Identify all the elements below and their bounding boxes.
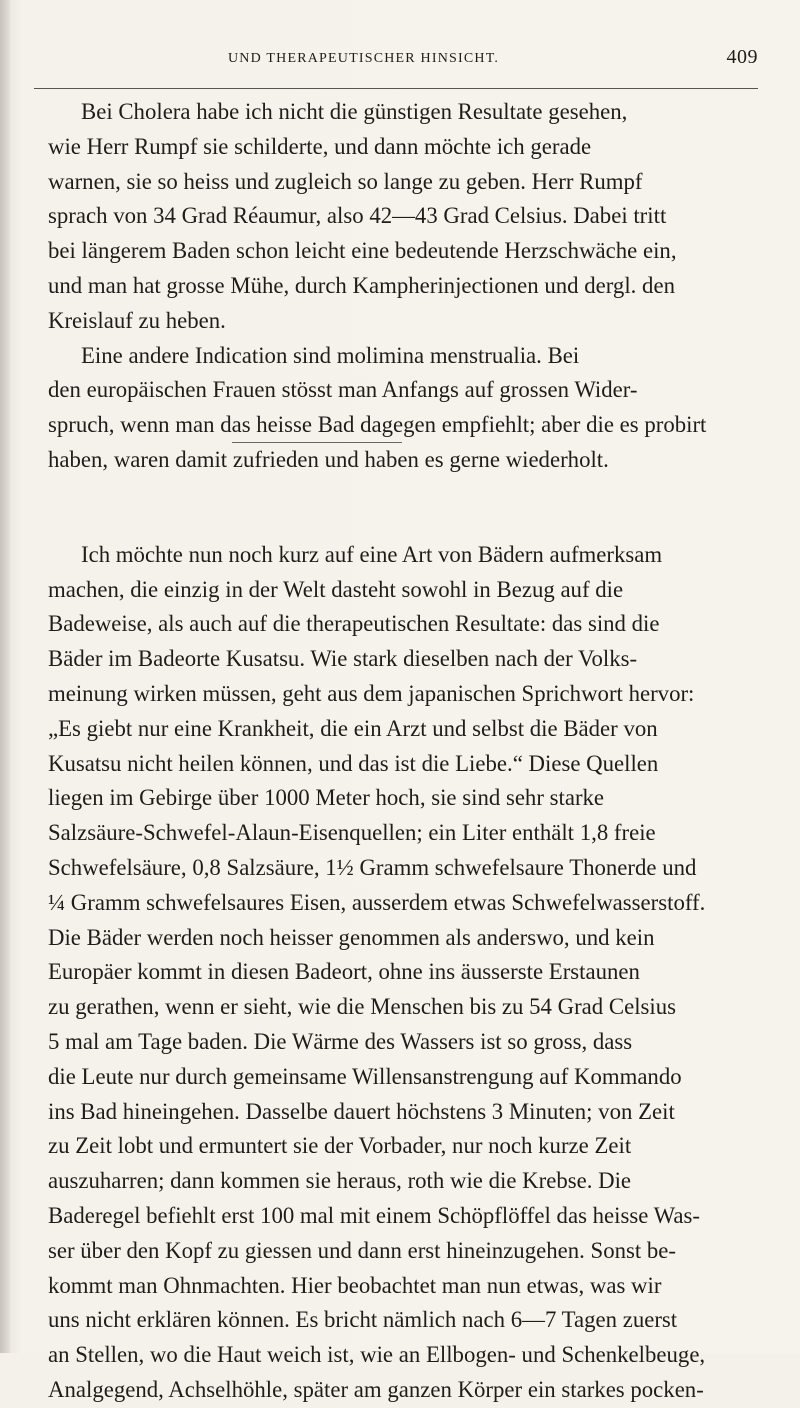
text-line: Salzsäure-Schwefel-Alaun-Eisenquellen; ein Liter enthält 1,8 freie [48, 820, 656, 846]
text-line: kommt man Ohnmachten. Hier beobachtet man nun etwas, was wir [48, 1272, 662, 1298]
text-line: Schwefelsäure, 0,8 Salzsäure, 1½ Gramm schwefelsaure Thonerde und [48, 854, 697, 880]
text-line: zu gerathen, wenn er sieht, wie die Menschen bis zu 54 Grad Celsius [48, 994, 677, 1020]
text-line: wie Herr Rumpf sie schilderte, und dann möchte ich gerade [48, 133, 592, 159]
text-line: und man hat grosse Mühe, durch Kampherinjectionen und dergl. den [48, 272, 675, 298]
text-line: uns nicht erklären können. Es bricht nämlich nach 6—7 Tagen zuerst [48, 1307, 678, 1333]
running-head: UND THERAPEUTISCHER HINSICHT. [228, 51, 500, 66]
text-line: den europäischen Frauen stösst man Anfangs auf grossen Wider- [48, 377, 638, 403]
text-line: machen, die einzig in der Welt dasteht sowohl in Bezug auf die [48, 576, 624, 602]
text-line: Europäer kommt in diesen Badeort, ohne ins äusserste Erstaunen [48, 959, 640, 985]
text-line: an Stellen, wo die Haut weich ist, wie an Ellbogen- und Schenkelbeuge, [48, 1342, 706, 1368]
text-line: Badeweise, als auch auf die therapeutischen Resultate: das sind die [48, 611, 660, 637]
text-line: Kreislauf zu heben. [48, 307, 226, 333]
text-line: ¼ Gramm schwefelsaures Eisen, ausserdem etwas Schwefelwasserstoff. [48, 889, 706, 915]
body-text [48, 95, 758, 1408]
text-line: Kusatsu nicht heilen können, und das ist die Liebe.“ Diese Quellen [48, 750, 659, 776]
text-line: ser über den Kopf zu giessen und dann erst hineinzugehen. Sonst be- [48, 1237, 677, 1263]
text-line: „Es giebt nur eine Krankheit, die ein Arzt und selbst die Bäder von [48, 715, 658, 741]
text-line: sprach von 34 Grad Réaumur, also 42—43 Grad Celsius. Dabei tritt [48, 203, 667, 229]
section-divider [232, 442, 402, 443]
text-line: Bei Cholera habe ich nicht die günstigen Resultate gesehen, [81, 99, 628, 124]
section-gap [48, 478, 758, 538]
paragraph-kusatsu [48, 538, 758, 1408]
text-line: Bäder im Badeorte Kusatsu. Wie stark dieselben nach der Volks- [48, 646, 638, 672]
text-line: haben, waren damit zufrieden und haben es gerne wiederholt. [48, 446, 609, 472]
text-line: Eine andere Indication sind molimina menstrualia. Bei [81, 342, 580, 368]
text-line: bei längerem Baden schon leicht eine bedeutende Herzschwäche ein, [48, 238, 677, 264]
text-line: 5 mal am Tage baden. Die Wärme des Wassers ist so gross, dass [48, 1028, 633, 1054]
page-number: 409 [726, 46, 758, 68]
text-line: liegen im Gebirge über 1000 Meter hoch, sie sind sehr starke [48, 785, 605, 811]
header-rule [34, 88, 758, 89]
text-line: zu Zeit lobt und ermuntert sie der Vorbader, nur noch kurze Zeit [48, 1133, 632, 1159]
text-line: Analgegend, Achselhöhle, später am ganzen Körper ein starkes pocken- [48, 1376, 704, 1402]
text-line: auszuharren; dann kommen sie heraus, roth wie die Krebse. Die [48, 1168, 632, 1194]
page-header [228, 46, 758, 73]
paragraph-cholera [48, 95, 758, 339]
text-line: warnen, sie so heiss und zugleich so lange zu geben. Herr Rumpf [48, 168, 643, 194]
text-line: die Leute nur durch gemeinsame Willensanstrengung auf Kommando [48, 1063, 682, 1089]
paragraph-indication [48, 339, 758, 478]
text-line: meinung wirken müssen, geht aus dem japanischen Sprichwort hervor: [48, 680, 695, 706]
text-line: Baderegel befiehlt erst 100 mal mit einem Schöpflöffel das heisse Was- [48, 1202, 700, 1228]
binding-shadow [0, 0, 10, 1353]
text-line: ins Bad hineingehen. Dasselbe dauert höchstens 3 Minuten; von Zeit [48, 1098, 675, 1124]
text-line: Ich möchte nun noch kurz auf eine Art von Bädern aufmerksam [81, 541, 663, 567]
text-line: Die Bäder werden noch heisser genommen als anderswo, und kein [48, 924, 655, 950]
text-line: spruch, wenn man das heisse Bad dagegen empfiehlt; aber die es probirt [48, 412, 707, 438]
